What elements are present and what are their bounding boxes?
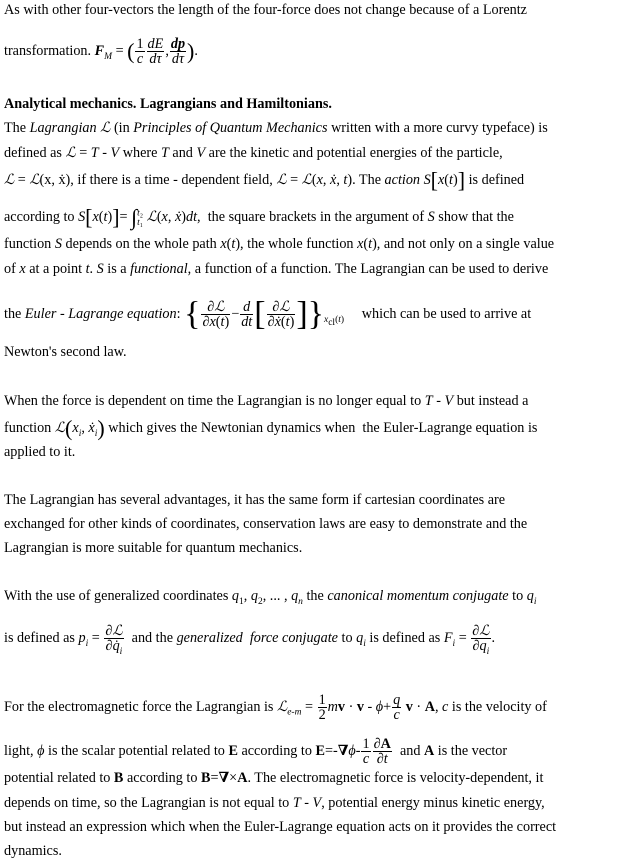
text-line: function $ℒ(x_i$, ẋ$_i$) which gives the Newtonian dynamics when the Euler-Lagrange equation is [4, 415, 538, 441]
formula-line: For the electromagnetic force the Lagrangian is ℒ$_{e-m}$ = $\frac{1}{2}$ mv · v - ϕ+ $\frac{q}{c}$ v · A, c is the velocity of [4, 692, 547, 723]
text-line: Lagrangian is more suitable for quantum mechanics. [4, 540, 303, 556]
text-line: When the force is dependent on time the Lagrangian is no longer equal to T - V but instead a [4, 393, 529, 409]
formula-line: the Euler - Lagrange equation: { $\frac{\text{∂ℒ}}{\partial x(t)}$ − $\frac{d}{dt}$ [ $\frac{\text{∂ℒ}}{\text{∂ẋ(t)}}$ ]}$_{x_{cl}(t)}$ which can be used to arrive at [4, 295, 532, 333]
text-line: With the use of generalized coordinates $q_1$, $q_2$, ... , $q_n$ the canonical momentum conjugate to $q_i$ [4, 588, 537, 607]
text-line: The Lagrangian ℒ (in Principles of Quantum Mechanics written with a more curvy typeface) is [4, 120, 548, 136]
text-line: dynamics. [4, 843, 62, 859]
text-line: defined as ℒ = T - V where T and V are the kinetic and potential energies of the particle, [4, 145, 503, 161]
text-line: As with other four-vectors the length of the four-force does not change because of a Lorentz [4, 2, 527, 18]
text-line: applied to it. [4, 444, 76, 460]
formula-line: according to S[x(t)]= ∫$^{t_2}_{t_1}$ ℒ(x, ẋ)dt, the square brackets in the argument of S show that the [4, 204, 514, 230]
text-line: exchanged for other kinds of coordinates, conservation laws are easy to demonstrate and the [4, 516, 528, 532]
formula-line: light, ϕ is the scalar potential related to E according to E=-∇ϕ- $\frac{1}{c}$ $\frac{\partial A}{\partial t}$ and A is the vector [4, 736, 508, 767]
formula-line: is defined as $p_i$ = $\frac{\text{∂ℒ}}{\partial q̇_i}$ and the generalized force conjugate to $q_i$ is defined as $F_i$ = $\frac{\text{∂ℒ}}{\partial q_i}$ . [4, 623, 496, 657]
text-line: The Lagrangian has several advantages, it has the same form if cartesian coordinates are [4, 492, 506, 508]
section-heading: Analytical mechanics. Lagrangians and Hamiltonians. [4, 96, 332, 112]
text-line: potential related to B according to B=∇×A. The electromagnetic force is velocity-dependent, it [4, 770, 544, 786]
text-line: depends on time, so the Lagrangian is not equal to T - V, potential energy minus kinetic energy, [4, 795, 545, 811]
text-line: function S depends on the whole path x(t), the whole function x(t), and not only on a single value [4, 236, 555, 252]
text-line: but instead an expression which when the Euler-Lagrange equation acts on it provides the correct [4, 819, 557, 835]
text-line: ℒ = ℒ(x, ẋ), if there is a time - dependent field, ℒ = ℒ(x, ẋ, t). The action S[x(t)] is defined [4, 167, 525, 193]
formula-line: transformation. $F_M$ = ( $\frac{1}{c}$ $\frac{dE}{d\tau}$ , $\frac{dp}{d\tau}$ ). [4, 36, 198, 67]
text-line: of x at a point t. S is a functional, a function of a function. The Lagrangian can be used to derive [4, 261, 549, 277]
text-line: Newton's second law. [4, 344, 127, 360]
